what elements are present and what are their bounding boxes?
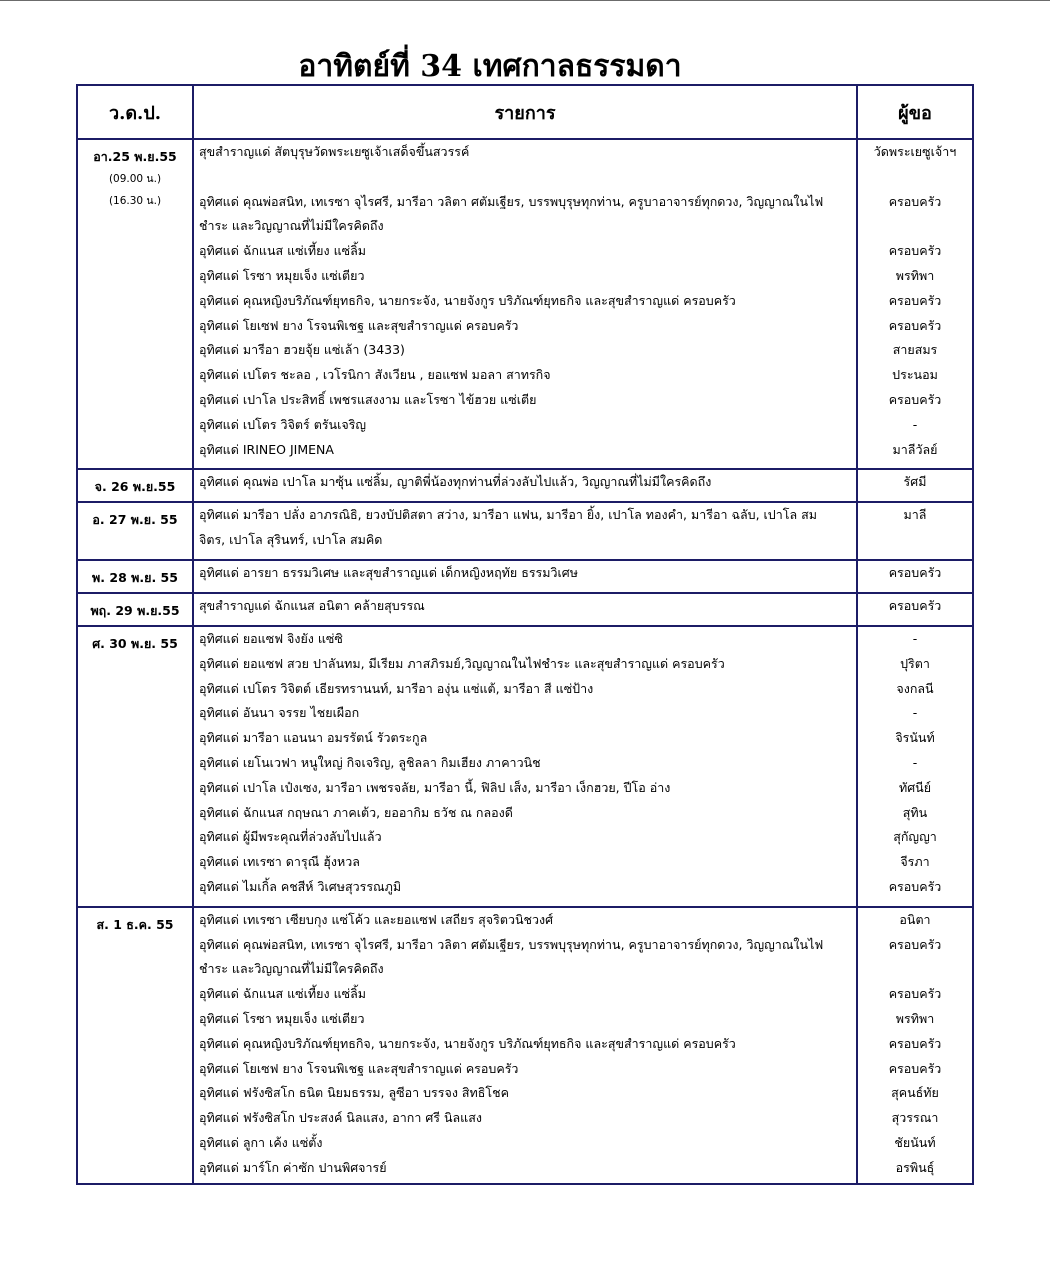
requester-name: ชัยนันท์ <box>894 1134 936 1150</box>
section-row <box>78 908 972 1184</box>
section-row <box>78 627 972 903</box>
requester-name: ครอบครัว <box>888 391 942 407</box>
intention-item: อุทิศแด่ อันนา จรรย ไชยเผือก <box>199 705 360 721</box>
table-body <box>78 140 972 1183</box>
intention-item: อุทิศแด่ โยเซฟ ยาง โรจนพิเชฐ และสุขสำราญแด่ ครอบครัว <box>199 317 519 333</box>
requester-name: อนิตา <box>899 911 931 927</box>
requester-name <box>858 165 972 190</box>
intention-item: อุทิศแด่ โรซา หมุยเจ็ง แซ่เตียว <box>199 267 365 283</box>
requester-cell <box>858 627 972 903</box>
intentions-table <box>76 84 974 1185</box>
intention-item: อุทิศแด่ โรซา หมุยเจ็ง แซ่เตียว <box>199 1010 365 1026</box>
date-cell <box>78 627 194 903</box>
requester-name: ทัศนีย์ <box>898 779 932 795</box>
requester-name: จิรนันท์ <box>895 730 935 746</box>
requester-name: - <box>912 705 918 721</box>
requester-name: ครอบครัว <box>888 243 942 259</box>
requester-name: สุกัญญา <box>893 829 937 845</box>
intention-item: อุทิศแด่ คุณพ่อสนิท, เทเรซา จุไรศรี, มารีอา วลิตา ศตัมเฐียร, บรรพบุรุษทุกท่าน, ครูบาอาจารย์ทุกดวง, วิญญาณในไฟชำระ และวิญญาณที่ไม่มีใครคิดถึง <box>199 936 824 977</box>
date-label: ส. 1 ธ.ค. 55 <box>96 916 174 932</box>
section-row <box>78 594 972 622</box>
intention-item: อุทิศแด่ ฉักแนส แซ่เที้ยง แซ่ลิ้ม <box>199 986 367 1002</box>
intention-item: อุทิศแด่ ฉักแนส กฤษณา ภาคเต้ว, ยออากิม ธวัช ณ กลองดี <box>199 804 513 820</box>
requester-name: ครอบครัว <box>888 1060 942 1076</box>
items-cell <box>194 908 858 1184</box>
requester-name: ครอบครัว <box>888 597 942 613</box>
date-label: อา.25 พ.ย.55 <box>93 149 177 164</box>
intention-item: อุทิศแด่ ยอแซฟ สวย ปาลันทม, มีเรียม ภาสภิรมย์,วิญญาณในไฟชำระ และสุขสำราญแด่ ครอบครัว <box>199 655 725 671</box>
requester-name: - <box>912 416 918 432</box>
items-cell <box>194 594 858 622</box>
requester-name: ครอบครัว <box>888 878 942 894</box>
intention-item: อุทิศแด่ เปโตร วิจิตต์ เธียรทรานนท์, มารีอา องุ่น แซ่แต้, มารีอา สี แซ่ป้าง <box>199 680 594 696</box>
requester-cell <box>858 594 972 622</box>
date-cell <box>78 908 194 1184</box>
top-rule <box>0 0 1050 1</box>
section-row <box>78 140 972 465</box>
intention-item: อุทิศแด่ มารีอา ปลั่ง อาภรณิธิ, ยวงบัปติสตา สว่าง, มารีอา แฟน, มารีอา ยิ้ง, เปาโล ทองคำ, มารีอา ฉลับ, เปาโล สมจิตร, เปาโล สุรินทร์, เปาโล สมคิด <box>199 507 817 548</box>
requester-name: สายสมร <box>892 342 938 358</box>
section-row <box>78 561 972 589</box>
header-date: ว.ด.ป. <box>78 86 194 140</box>
intention-item: อุทิศแด่ ไมเกิ้ล คชสีห์ วิเศษสุวรรณภูมิ <box>199 878 402 894</box>
requester-name: จีรภา <box>900 854 930 870</box>
intention-item: สุขสำราญแด่ สัตบุรุษวัดพระเยซูเจ้าเสด็จขึ้นสวรรค์ <box>199 144 470 159</box>
requester-name: สุทิน <box>902 804 928 820</box>
header-requester: ผู้ขอ <box>858 86 972 140</box>
intention-item: อุทิศแด่ ผู้มีพระคุณที่ล่วงลับไปแล้ว <box>199 829 382 845</box>
requester-name: พรทิพา <box>895 267 935 283</box>
requester-name: อรพินธุ์ <box>895 1159 935 1175</box>
header-items: รายการ <box>194 86 858 140</box>
items-cell <box>194 140 858 465</box>
items-cell <box>194 470 858 498</box>
requester-name: ครอบครัว <box>888 292 942 308</box>
intention-item: อุทิศแด่ ลูกา เค้ง แซ่ตั้ง <box>199 1134 323 1150</box>
section-row <box>78 503 972 556</box>
intention-item: อุทิศแด่ มารีอา ฮวยจุ้ย แซ่เล้า (3433) <box>199 342 405 358</box>
intention-item: อุทิศแด่ เทเรซา ดารุณี ฮุ้งหวล <box>199 854 360 870</box>
intention-item: อุทิศแด่ มารีอา แอนนา อมรรัตน์ รัวตระกูล <box>199 730 428 746</box>
intention-item: อุทิศแด่ เยโนเวฟา หนูใหญ่ กิจเจริญ, ลูชิลลา กิมเฮียง ภาคาวนิช <box>199 754 541 770</box>
requester-name: ครอบครัว <box>888 193 942 209</box>
date-cell <box>78 503 194 556</box>
requester-name: ครอบครัว <box>888 317 942 333</box>
requester-name: สุคนธ์ทัย <box>891 1085 939 1101</box>
date-label: จ. 26 พ.ย.55 <box>94 479 176 495</box>
intention-item: สุขสำราญแด่ ฉักแนส อนิตา คล้ายสุบรรณ <box>199 597 425 613</box>
requester-name: พรทิพา <box>895 1010 935 1026</box>
intention-item: อุทิศแด่ เปโตร วิจิตร์ ตรันเจริญ <box>199 416 367 432</box>
requester-name: รัศมี <box>903 474 927 490</box>
mass-time: (16.30 น.) <box>108 195 162 207</box>
requester-name: ปุริตา <box>900 655 930 671</box>
items-cell <box>194 627 858 903</box>
requester-cell <box>858 908 972 1184</box>
requester-cell <box>858 140 972 465</box>
date-cell <box>78 561 194 589</box>
requester-name: ครอบครัว <box>888 564 942 580</box>
requester-name: มาลีวัลย์ <box>892 441 938 457</box>
intention-item: อุทิศแด่ คุณพ่อ เปาโล มาซุ้น แซ่ลิ้ม, ญาติพี่น้องทุกท่านที่ล่วงลับไปแล้ว, วิญญาณที่ไม่มีใครคิดถึง <box>199 474 712 490</box>
requester-name: จงกลนี <box>896 680 934 696</box>
intention-item: อุทิศแด่ อารยา ธรรมวิเศษ และสุขสำราญแด่ เด็กหญิงหฤทัย ธรรมวิเศษ <box>199 564 578 580</box>
date-cell <box>78 140 194 465</box>
requester-name: ประนอม <box>892 367 938 383</box>
intention-item: อุทิศแด่ คุณหญิงบริภัณฑ์ยุทธกิจ, นายกระจัง, นายจังกูร บริภัณฑ์ยุทธกิจ และสุขสำราญแด่ ครอบครัว <box>199 292 736 308</box>
page-title: อาทิตย์ที่ 34 เทศกาลธรรมดา <box>298 49 682 84</box>
items-cell <box>194 503 858 556</box>
requester-name: วัดพระเยซูเจ้าฯ <box>873 144 957 159</box>
intention-item: อุทิศแด่ เปาโล เป๋งเซง, มารีอา เพชรจลัย, มารีอา นี้, ฟิลิป เส็ง, มารีอา เง็กฮวย, ปีโอ อ่าง <box>199 779 671 795</box>
intention-item: อุทิศแด่ ฉักแนส แซ่เที้ยง แซ่ลิ้ม <box>199 243 367 259</box>
requester-name: มาลี <box>903 507 927 523</box>
requester-name: - <box>912 630 918 646</box>
mass-time: (09.00 น.) <box>108 173 162 185</box>
intention-item: อุทิศแด่ เปาโล ประสิทธิ์ เพชรแสงงาม และโรซา ไข้ฮวย แซ่เตีย <box>199 391 537 407</box>
date-label: ศ. 30 พ.ย. 55 <box>92 635 178 651</box>
intention-item: อุทิศแด่ ฟรังซิสโก ธนิต นิยมธรรม, ลูซีอา บรรจง สิทธิโชค <box>199 1085 509 1101</box>
header-row <box>78 86 972 140</box>
intention-item: อุทิศแด่ ยอแซฟ จิงยัง แซ่ซิ <box>199 630 343 646</box>
section-row <box>78 470 972 498</box>
requester-name: สุวรรณา <box>891 1110 939 1126</box>
requester-name: ครอบครัว <box>888 936 942 952</box>
intention-item: อุทิศแด่ โยเซฟ ยาง โรจนพิเชฐ และสุขสำราญแด่ ครอบครัว <box>199 1060 519 1076</box>
intention-item: อุทิศแด่ คุณพ่อสนิท, เทเรซา จุไรศรี, มารีอา วลิตา ศตัมเฐียร, บรรพบุรุษทุกท่าน, ครูบาอาจารย์ทุกดวง, วิญญาณในไฟชำระ และวิญญาณที่ไม่มีใครคิดถึง <box>199 193 824 234</box>
date-label: พ. 28 พ.ย. 55 <box>92 569 178 585</box>
date-label: พฤ. 29 พ.ย.55 <box>90 602 180 618</box>
intention-item: อุทิศแด่ ฟรังซิสโก ประสงค์ นิลแสง, อากา ศรี นิลแสง <box>199 1110 482 1126</box>
requester-name: - <box>912 754 918 770</box>
intention-item: อุทิศแด่ เทเรซา เซียบกุง แซ่โค้ว และยอแซฟ เสถียร สุจริตวนิชวงศ์ <box>199 911 554 927</box>
requester-cell <box>858 470 972 498</box>
requester-name: ครอบครัว <box>888 1035 942 1051</box>
date-cell <box>78 470 194 498</box>
requester-name: ครอบครัว <box>888 986 942 1002</box>
intention-item: อุทิศแด่ มาร์โก ค่าซัก ปานพิศจารย์ <box>199 1159 387 1175</box>
date-cell <box>78 594 194 622</box>
intention-item <box>194 165 856 190</box>
intention-item: อุทิศแด่ คุณหญิงบริภัณฑ์ยุทธกิจ, นายกระจัง, นายจังกูร บริภัณฑ์ยุทธกิจ และสุขสำราญแด่ ครอบครัว <box>199 1035 736 1051</box>
items-cell <box>194 561 858 589</box>
intention-item: อุทิศแด่ เปโตร ชะลอ , เวโรนิกา สังเวียน , ยอแซฟ มอลา สาทรกิจ <box>199 367 551 383</box>
date-label: อ. 27 พ.ย. 55 <box>92 512 178 528</box>
intention-item: อุทิศแด่ IRINEO JIMENA <box>199 441 334 457</box>
requester-cell <box>858 503 972 556</box>
requester-cell <box>858 561 972 589</box>
